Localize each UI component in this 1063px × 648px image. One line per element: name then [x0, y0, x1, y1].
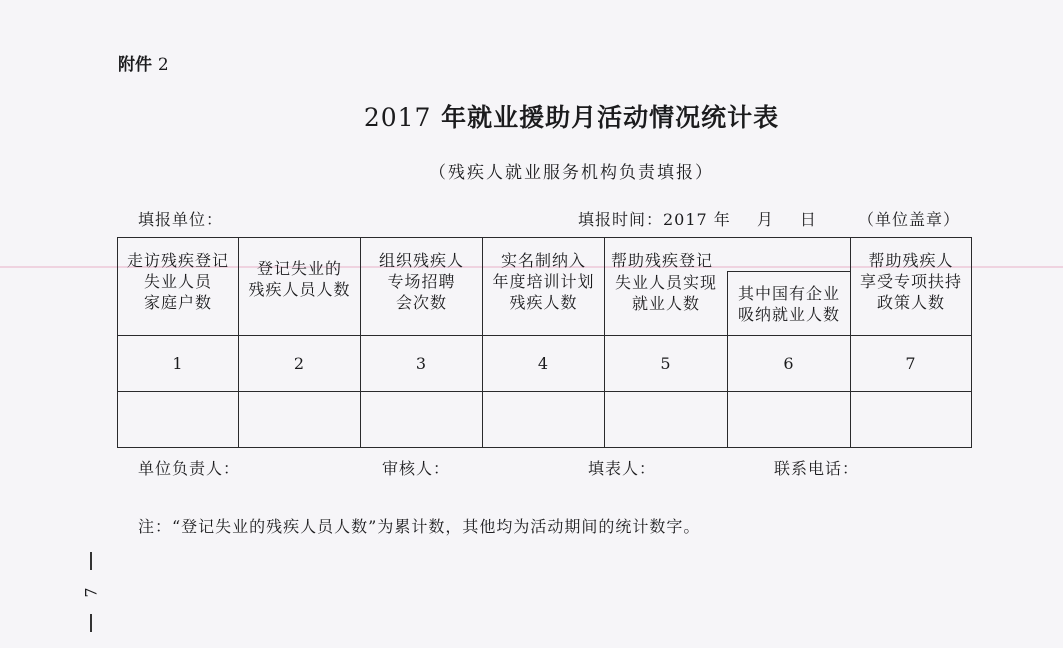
header-6-line-1: 其中国有企业 — [738, 283, 841, 303]
data-cell-7[interactable] — [851, 392, 972, 448]
header-1-line-3: 家庭户数 — [143, 293, 212, 312]
header-3-line-1: 组织残疾人 — [378, 251, 464, 270]
header-5-line-1: 帮助残疾登记 — [611, 251, 714, 270]
data-row — [118, 392, 972, 448]
footnote: 注：“登记失业的残疾人员人数”为累计数，其他均为活动期间的统计数字。 — [138, 517, 701, 536]
header-cell-6 — [728, 272, 851, 336]
statistics-table — [117, 237, 972, 448]
header-4-line-2: 年度培训计划 — [492, 272, 595, 291]
header-cell-3 — [361, 238, 483, 336]
header-2-line-1: 登记失业的 — [256, 259, 342, 278]
header-4-line-3: 残疾人数 — [509, 293, 578, 312]
page-number-value: 7 — [81, 586, 101, 598]
header-6-line-2: 吸纳就业人数 — [738, 304, 841, 324]
header-1-line-1: 走访残疾登记 — [126, 251, 229, 270]
attachment-label — [118, 50, 169, 75]
fill-time — [578, 207, 817, 230]
header-3-line-2: 专场招聘 — [387, 272, 456, 291]
title-year: 2017 — [363, 103, 432, 132]
header-5-line-2: 失业人员实现 — [614, 272, 717, 292]
fill-time-month: 月 — [756, 210, 774, 229]
header-cell-4 — [483, 238, 605, 336]
data-cell-1[interactable] — [118, 392, 239, 448]
index-cell-5: 5 — [605, 336, 728, 392]
header-1-line-2: 失业人员 — [143, 272, 212, 291]
data-cell-5[interactable] — [605, 392, 728, 448]
data-cell-3[interactable] — [361, 392, 483, 448]
page-number — [78, 552, 104, 632]
data-cell-4[interactable] — [483, 392, 605, 448]
index-cell-7: 7 — [851, 336, 972, 392]
fill-time-day: 日 — [799, 210, 817, 229]
page-number-dash-bottom — [90, 614, 92, 632]
header-7-line-2: 享受专项扶持 — [860, 272, 963, 291]
header-5-line-3: 就业人数 — [631, 293, 700, 313]
header-cell-5 — [605, 272, 728, 336]
footer-reviewer: 审核人： — [382, 459, 451, 478]
header-cell-1 — [118, 238, 239, 336]
data-cell-6[interactable] — [728, 392, 851, 448]
fill-time-prefix: 填报时间：2017 年 — [578, 210, 731, 229]
page-subtitle: （残疾人就业服务机构负责填报） — [429, 163, 714, 183]
fill-unit-label: 填报单位： — [138, 210, 224, 229]
header-cell-2 — [239, 238, 361, 336]
header-3-line-3: 会次数 — [395, 293, 447, 312]
header-2-line-2: 残疾人员人数 — [248, 280, 351, 299]
header-7-line-1: 帮助残疾人 — [868, 251, 954, 270]
header-7-line-3: 政策人数 — [877, 293, 946, 312]
index-cell-2: 2 — [239, 336, 361, 392]
fill-stamp: （单位盖章） — [858, 210, 961, 229]
header-cell-5-label — [605, 238, 851, 272]
header-cell-7 — [851, 238, 972, 336]
index-cell-1: 1 — [118, 336, 239, 392]
footer-leader: 单位负责人： — [138, 459, 241, 478]
index-cell-6: 6 — [728, 336, 851, 392]
data-cell-2[interactable] — [239, 392, 361, 448]
index-row — [118, 336, 972, 392]
header-4-line-1: 实名制纳入 — [500, 251, 586, 270]
index-cell-4: 4 — [483, 336, 605, 392]
attachment-text: 附件 — [118, 55, 152, 75]
footer-filler: 填表人： — [588, 459, 657, 478]
index-cell-3: 3 — [361, 336, 483, 392]
attachment-number: 2 — [157, 55, 169, 75]
title-text: 年就业援助月活动情况统计表 — [441, 103, 780, 132]
page-number-dash-top — [90, 552, 92, 570]
page-title — [0, 98, 1063, 134]
footer-phone: 联系电话： — [774, 459, 860, 478]
